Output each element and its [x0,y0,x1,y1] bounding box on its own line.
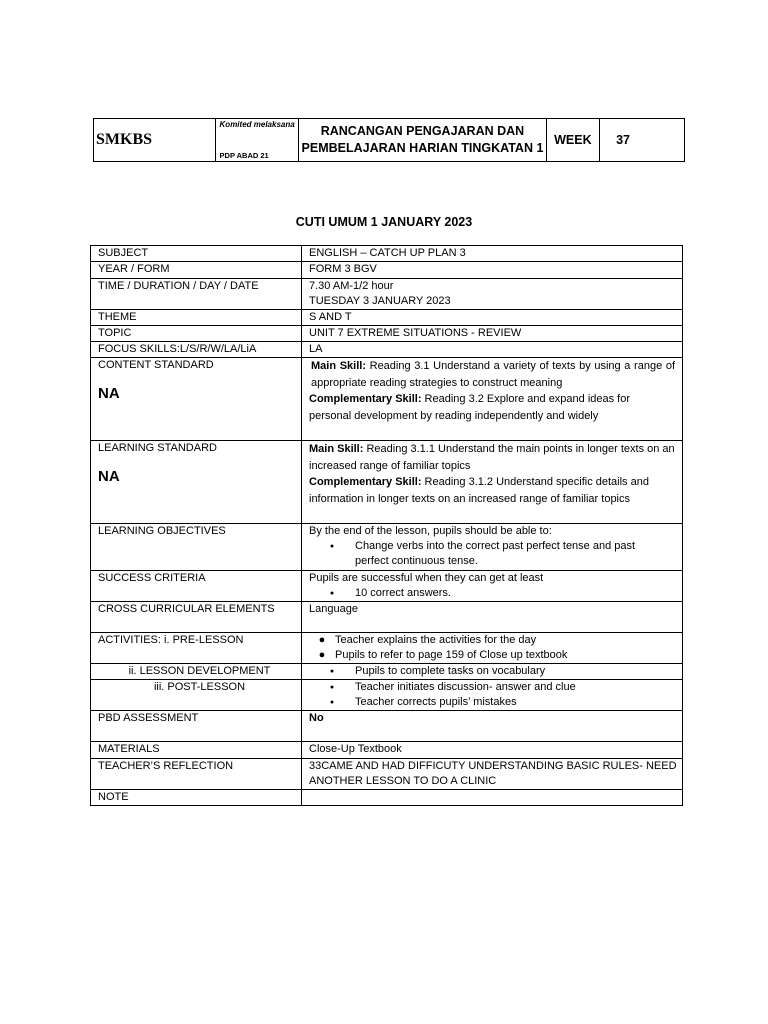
plan-title-line-2: PEMBELAJARAN HARIAN TINGKATAN 1 [301,141,544,155]
row-note [91,790,683,806]
content-main-skill [309,358,675,391]
note-label: NOTE [91,790,302,806]
pbd-value: No [302,711,683,742]
content-standard-na: NA [98,385,120,402]
materials-value: Close-Up Textbook [302,742,683,759]
objectives-value [302,524,683,571]
bullet-icon: ● [329,543,335,550]
topic-label: TOPIC [91,326,302,342]
theme-label: THEME [91,310,302,326]
success-item-text: 10 correct answers. [355,587,451,599]
cross-label: CROSS CURRICULAR ELEMENTS [91,602,302,633]
content-comp-skill-text: Reading 3.2 Explore and expand ideas for personal development by reading independently and widely [309,393,631,422]
success-value [302,571,683,602]
row-learning-objectives [91,524,683,571]
row-subject [91,246,683,262]
week-value: 37 [600,119,685,162]
objectives-item-line-2: perfect continuous tense. [355,555,478,567]
learning-standard-label: LEARNING STANDARD [98,442,217,454]
pbd-label: PBD ASSESSMENT [91,711,302,742]
motto-line-2: PDP ABAD 21 [219,151,269,160]
content-standard-value [302,358,683,441]
pre-lesson-value [302,633,683,664]
content-main-skill-text: Reading 3.1 Understand a variety of texts by using a range of appropriate reading strategies to construct meaning [311,360,675,389]
lesson-plan-table [90,245,683,806]
week-label: WEEK [546,119,599,162]
row-year [91,262,683,279]
post-lesson-item-2 [309,695,682,710]
year-label: YEAR / FORM [91,262,302,279]
learning-standard-cell [91,441,302,524]
objectives-item-line-1: Change verbs into the correct past perfect tense and past [355,540,636,552]
materials-label: MATERIALS [91,742,302,759]
plan-title [299,119,546,162]
theme-value: S AND T [302,310,683,326]
learning-main-skill [309,441,675,474]
time-label: TIME / DURATION / DAY / DATE [91,279,302,310]
focus-label: FOCUS SKILLS:L/S/R/W/LA/LiA [91,342,302,358]
learning-main-skill-text: Reading 3.1.1 Understand the main points in longer texts on an increased range of familiar topics [309,443,675,472]
post-lesson-value [302,680,683,711]
success-item [309,586,682,601]
plan-title-line-1: RANCANGAN PENGAJARAN DAN [320,124,525,138]
row-teacher-reflection [91,759,683,790]
objectives-item [309,539,682,554]
row-post-lesson [91,680,683,711]
objectives-intro: By the end of the lesson, pupils should be able to: [309,525,552,537]
school-name: SMKBS [94,119,216,162]
row-topic [91,326,683,342]
development-value [302,664,683,680]
row-pbd-assessment [91,711,683,742]
motto-line-1: Komited melaksana [219,120,295,129]
learning-standard-na: NA [98,468,120,485]
post-lesson-item-2-text: Teacher corrects pupils’ mistakes [355,696,517,708]
learning-comp-skill [309,474,675,507]
content-main-skill-label: Main Skill: [311,360,366,372]
content-comp-skill-label: Complementary Skill: [309,393,422,405]
bullet-icon: ● [329,684,335,691]
row-time [91,279,683,310]
learning-standard-value [302,441,683,524]
pre-lesson-item-2 [309,648,682,663]
bullet-icon: ● [329,668,335,675]
row-cross-curricular [91,602,683,633]
pre-lesson-item-2-text: Pupils to refer to page 159 of Close up textbook [335,649,568,661]
development-item-1-text: Pupils to complete tasks on vocabulary [355,665,546,677]
post-lesson-item-1-text: Teacher initiates discussion- answer and clue [355,681,576,693]
row-pre-lesson [91,633,683,664]
bullet-icon: ● [318,634,326,646]
note-value [302,790,683,806]
header-table [93,118,685,162]
motto-cell [215,119,299,162]
pre-lesson-item-1 [309,633,682,648]
subject-label: SUBJECT [91,246,302,262]
content-standard-label: CONTENT STANDARD [98,359,214,371]
year-value: FORM 3 BGV [302,262,683,279]
row-lesson-development [91,664,683,680]
row-focus [91,342,683,358]
post-lesson-item-1 [309,680,682,695]
reflection-value [302,759,683,790]
post-lesson-label: iii. POST-LESSON [91,680,302,711]
row-materials [91,742,683,759]
development-item-1 [309,664,682,679]
row-learning-standard [91,441,683,524]
focus-value: LA [302,342,683,358]
development-label: ii. LESSON DEVELOPMENT [91,664,302,680]
row-content-standard [91,358,683,441]
success-intro: Pupils are successful when they can get at least [309,572,544,584]
learning-comp-skill-label: Complementary Skill: [309,476,422,488]
time-value-line-1: 7.30 AM-1/2 hour [309,280,394,292]
reflection-label: TEACHER’S REFLECTION [91,759,302,790]
pre-lesson-label: ACTIVITIES: i. PRE-LESSON [91,633,302,664]
bullet-icon: ● [329,699,335,706]
row-success-criteria [91,571,683,602]
bullet-icon: ● [329,590,335,597]
success-label: SUCCESS CRITERIA [91,571,302,602]
content-standard-cell [91,358,302,441]
learning-main-skill-label: Main Skill: [309,443,364,455]
reflection-value-line-1: 33CAME AND HAD DIFFICUTY UNDERSTANDING BASIC RULES- NEED [309,760,677,772]
reflection-value-line-2: ANOTHER LESSON TO DO A CLINIC [309,775,497,787]
row-theme [91,310,683,326]
bullet-icon: ● [318,649,326,661]
learning-comp-skill-text: Reading 3.1.2 Understand specific details and information in longer texts on an increased range of familiar topics [309,476,649,505]
time-value-line-2: TUESDAY 3 JANUARY 2023 [309,295,451,307]
pre-lesson-item-1-text: Teacher explains the activities for the day [335,634,537,646]
holiday-title: CUTI UMUM 1 JANUARY 2023 [295,215,473,229]
content-comp-skill [309,391,675,424]
topic-value: UNIT 7 EXTREME SITUATIONS - REVIEW [302,326,683,342]
subject-value: ENGLISH – CATCH UP PLAN 3 [302,246,683,262]
time-value [302,279,683,310]
objectives-label: LEARNING OBJECTIVES [91,524,302,571]
cross-value: Language [302,602,683,633]
